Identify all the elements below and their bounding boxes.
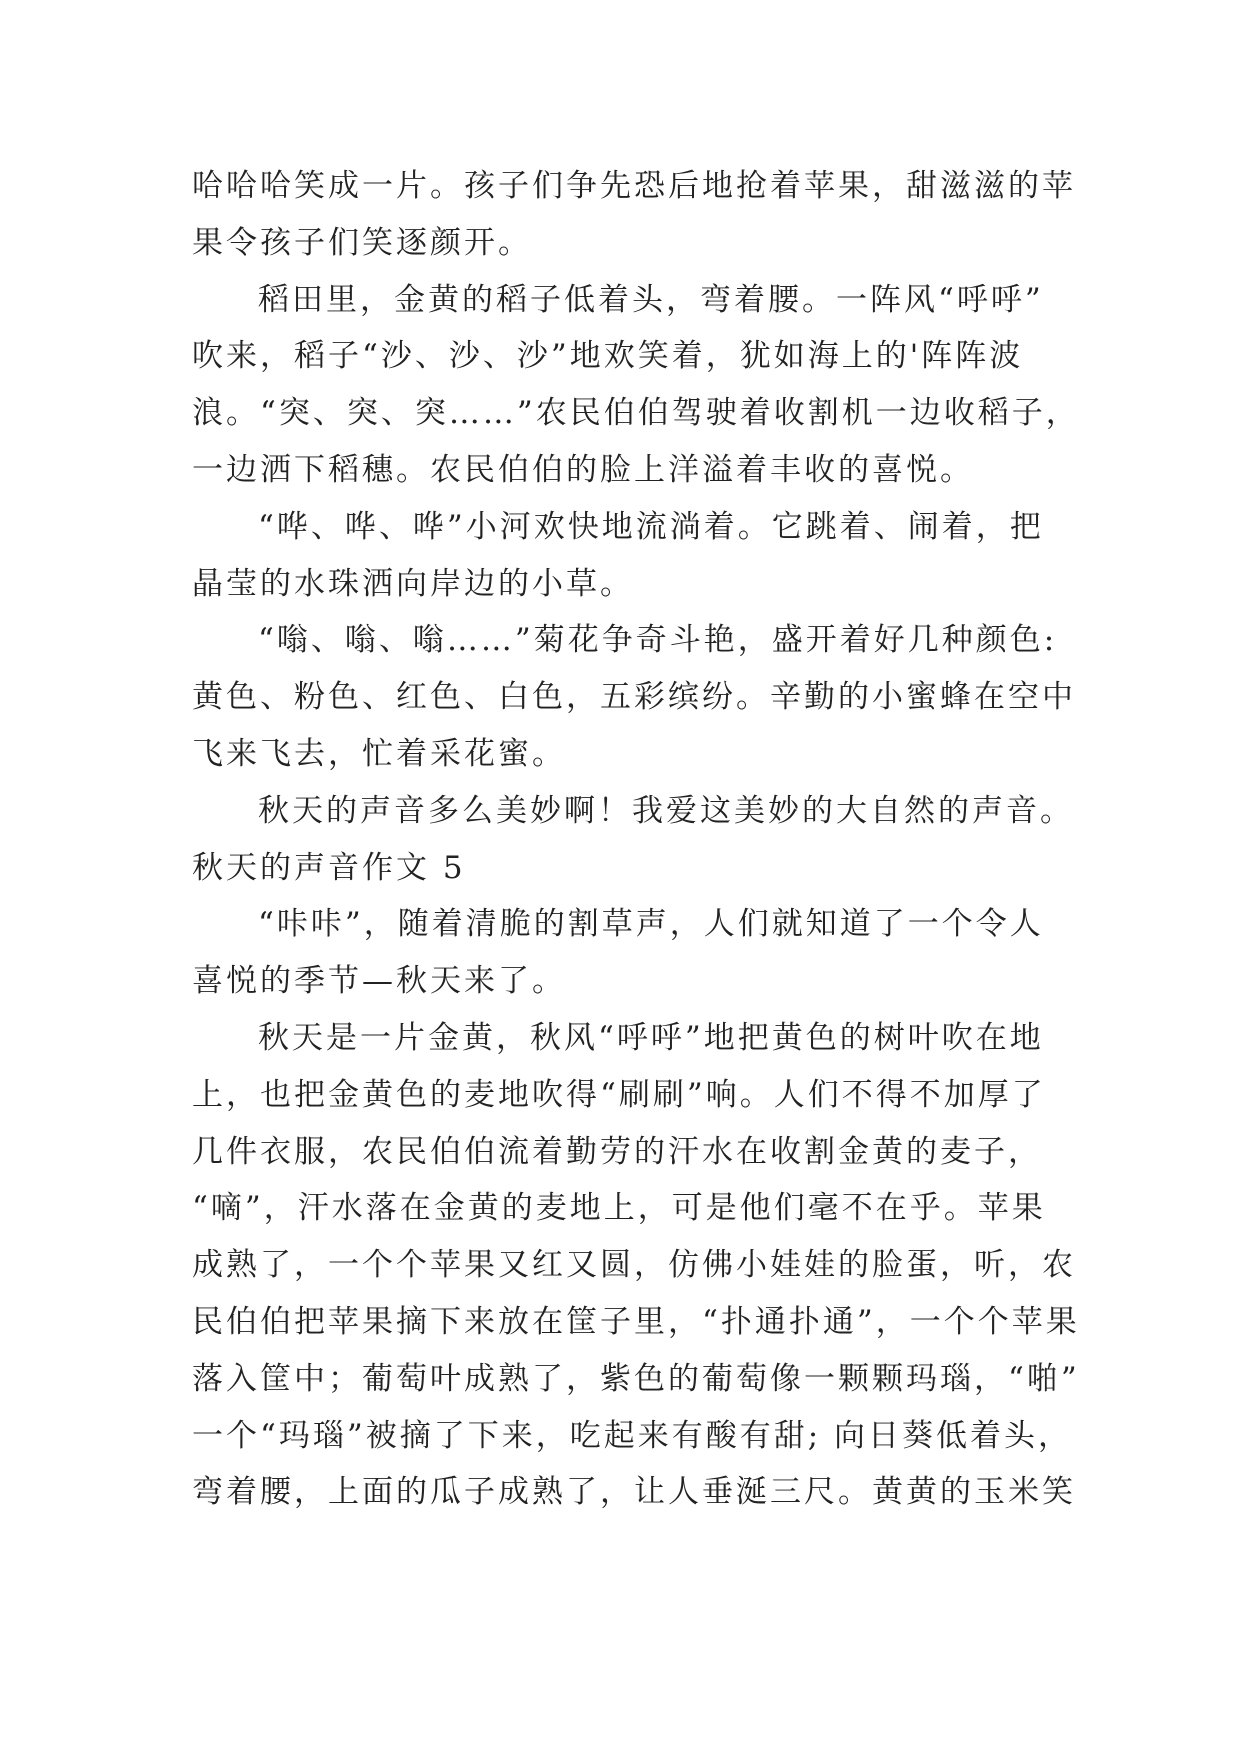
paragraph-start-line: 稻田里，金黄的稻子低着头，弯着腰。一阵风“呼呼” <box>258 281 1044 318</box>
essay-text <box>192 158 1080 1521</box>
text-line: 落入筐中；葡萄叶成熟了，紫色的葡萄像一颗颗玛瑙，“啪” <box>192 1360 1080 1397</box>
text-line: 几件衣服，农民伯伯流着勤劳的汗水在收割金黄的麦子， <box>192 1133 1042 1170</box>
text-line: 上，也把金黄色的麦地吹得“刷刷”响。人们不得不加厚了 <box>192 1076 1046 1113</box>
paragraph-start-line: “咔咔”，随着清脆的割草声，人们就知道了一个令人 <box>258 906 1044 943</box>
paragraph-start-line: 秋天的声音多么美妙啊！我爱这美妙的大自然的声音。 <box>258 792 1074 829</box>
text-line: 一个“玛瑙”被摘了下来，吃起来有酸有甜; 向日葵低着头， <box>192 1417 1072 1454</box>
text-line: 吹来，稻子“沙、沙、沙”地欢笑着，犹如海上的'阵阵波 <box>192 338 1024 375</box>
text-line: 晶莹的水珠洒向岸边的小草。 <box>192 565 634 602</box>
text-line: 浪。“突、突、突……”农民伯伯驾驶着收割机一边收稻子， <box>192 395 1080 432</box>
text-line: 一边洒下稻穗。农民伯伯的脸上洋溢着丰收的喜悦。 <box>192 451 974 488</box>
text-line: 喜悦的季节—秋天来了。 <box>192 963 566 1000</box>
text-line: “嘀”，汗水落在金黄的麦地上，可是他们毫不在乎。苹果 <box>192 1190 1046 1227</box>
text-line: 弯着腰，上面的瓜子成熟了，让人垂涎三尺。黄黄的玉米笑 <box>192 1474 1076 1511</box>
text-line: 黄色、粉色、红色、白色，五彩缤纷。辛勤的小蜜蜂在空中 <box>192 679 1076 716</box>
text-line: 果令孩子们笑逐颜开。 <box>192 224 532 261</box>
section-heading: 秋天的声音作文 5 <box>192 849 466 886</box>
text-line: 民伯伯把苹果摘下来放在筐子里，“扑通扑通”，一个个苹果 <box>192 1303 1080 1340</box>
text-line: 哈哈哈笑成一片。孩子们争先恐后地抢着苹果，甜滋滋的苹 <box>192 168 1076 204</box>
text-line: 飞来飞去，忙着采花蜜。 <box>192 735 566 772</box>
paragraph-start-line: “嗡、嗡、嗡……”菊花争奇斗艳，盛开着好几种颜色: <box>258 622 1058 659</box>
text-line: 成熟了，一个个苹果又红又圆，仿佛小娃娃的脸蛋，听，农 <box>192 1247 1076 1284</box>
paragraph-start-line: “哗、哗、哗”小河欢快地流淌着。它跳着、闹着，把 <box>258 508 1044 545</box>
paragraph-start-line: 秋天是一片金黄，秋风“呼呼”地把黄色的树叶吹在地 <box>258 1019 1044 1056</box>
